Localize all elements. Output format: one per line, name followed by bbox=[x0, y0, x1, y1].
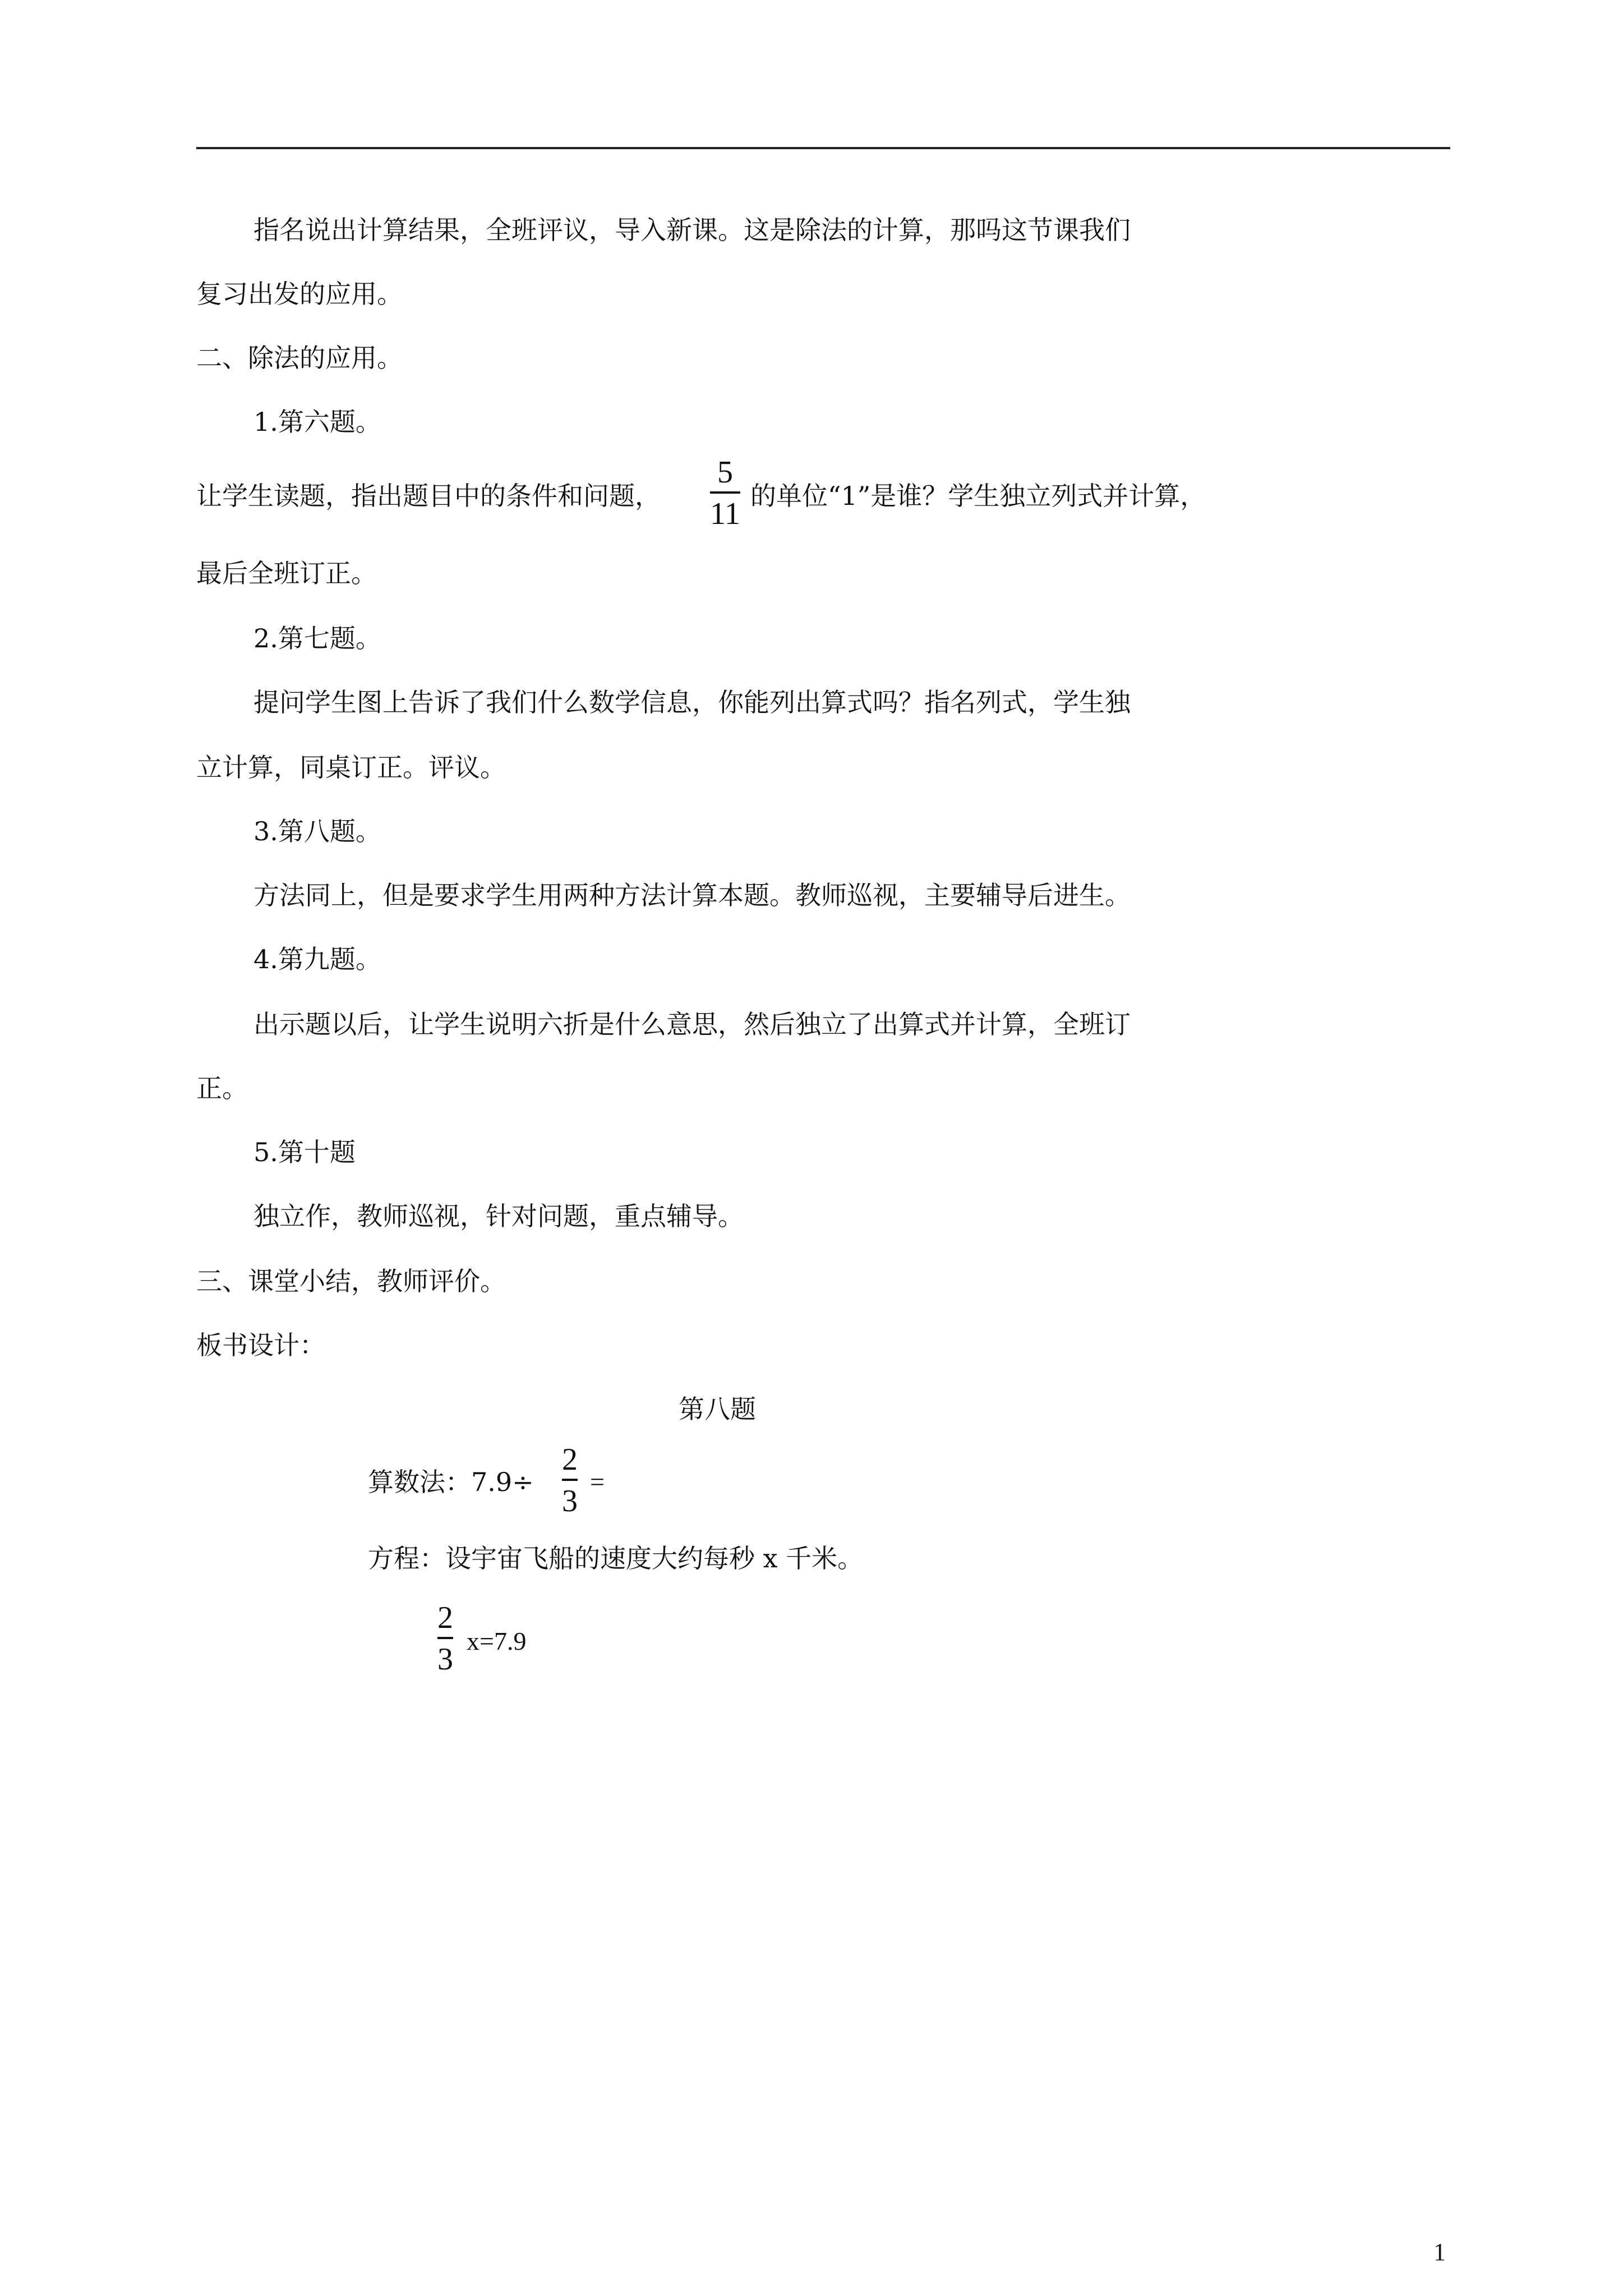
fraction-2-3 bbox=[437, 1601, 453, 1676]
board-design-label: 板书设计： bbox=[196, 1330, 325, 1360]
paragraph-line: 的单位“1”是谁？学生独立列式并计算， bbox=[750, 481, 1206, 511]
page-number: 1 bbox=[1433, 2238, 1446, 2266]
paragraph-line: 提问学生图上告诉了我们什么数学信息，你能列出算式吗？指名列式，学生独 bbox=[253, 687, 1131, 717]
fraction-numerator: 5 bbox=[717, 455, 733, 490]
fraction-bar bbox=[710, 491, 740, 494]
header-rule bbox=[196, 147, 1450, 149]
paragraph-line: 独立作，教师巡视，针对问题，重点辅导。 bbox=[253, 1201, 744, 1231]
arithmetic-method: 算数法：7.9÷ bbox=[368, 1467, 534, 1497]
paragraph-line: 出示题以后，让学生说明六折是什么意思，然后独立了出算式并计算，全班订 bbox=[253, 1009, 1131, 1039]
paragraph-line: 最后全班订正。 bbox=[196, 558, 377, 588]
paragraph-line: 方法同上，但是要求学生用两种方法计算本题。教师巡视，主要辅导后进生。 bbox=[253, 880, 1131, 910]
fraction-denominator: 11 bbox=[710, 496, 740, 531]
fraction-bar bbox=[562, 1479, 578, 1481]
fraction-bar bbox=[437, 1637, 453, 1639]
equation-expression: x=7.9 bbox=[467, 1627, 527, 1655]
paragraph-line: 复习出发的应用。 bbox=[196, 279, 403, 309]
item-heading: 3.第八题。 bbox=[253, 816, 381, 846]
fraction-denominator: 3 bbox=[437, 1642, 453, 1677]
section-heading: 二、除法的应用。 bbox=[196, 343, 403, 373]
fraction-denominator: 3 bbox=[562, 1484, 578, 1519]
section-heading: 三、课堂小结，教师评价。 bbox=[196, 1266, 506, 1296]
fraction-numerator: 2 bbox=[437, 1600, 453, 1635]
equation-method: 方程：设宇宙飞船的速度大约每秒 x 千米。 bbox=[368, 1543, 864, 1573]
fraction-2-3 bbox=[562, 1443, 578, 1518]
paragraph-line: 让学生读题，指出题目中的条件和问题， bbox=[196, 481, 661, 511]
item-heading: 4.第九题。 bbox=[253, 944, 381, 974]
fraction-5-11 bbox=[710, 455, 740, 531]
fraction-numerator: 2 bbox=[562, 1442, 578, 1477]
board-title: 第八题 bbox=[679, 1394, 756, 1424]
paragraph-line: 正。 bbox=[196, 1073, 248, 1103]
item-heading: 2.第七题。 bbox=[253, 623, 381, 654]
equals-sign: = bbox=[590, 1467, 605, 1496]
item-heading: 1.第六题。 bbox=[253, 407, 381, 437]
paragraph-line: 指名说出计算结果，全班评议，导入新课。这是除法的计算，那吗这节课我们 bbox=[253, 215, 1131, 245]
paragraph-line: 立计算，同桌订正。评议。 bbox=[196, 752, 506, 783]
item-heading: 5.第十题 bbox=[253, 1137, 356, 1167]
